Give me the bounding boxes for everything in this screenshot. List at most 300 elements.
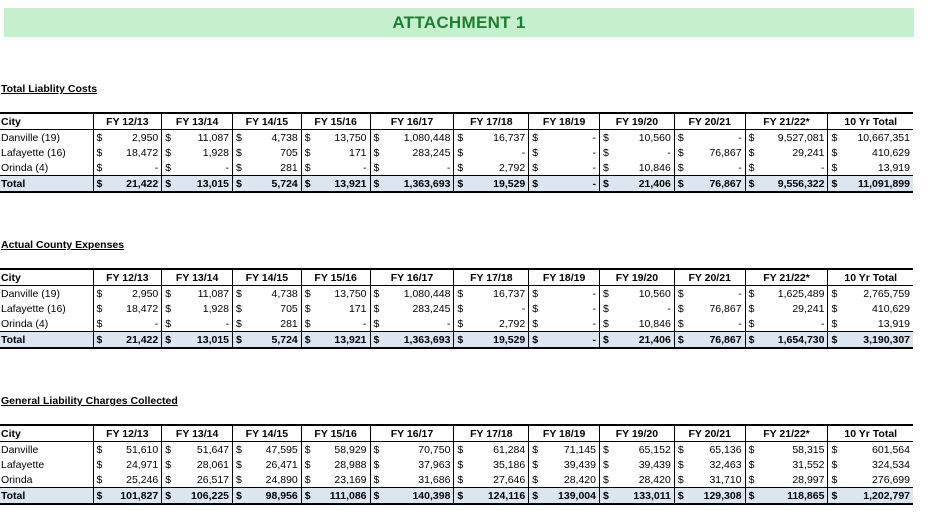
currency-symbol: $: [674, 442, 686, 458]
cell-value: 35,186: [493, 458, 526, 471]
cell-value: 1,363,693: [382, 176, 454, 193]
currency-symbol: $: [674, 160, 686, 176]
cell-value: -: [738, 287, 742, 300]
currency-symbol: $: [370, 145, 382, 160]
table-row: [0, 286, 913, 302]
currency-symbol: $: [745, 457, 757, 472]
currency-symbol: $: [162, 316, 174, 332]
row-label: Lafayette (16): [1, 146, 66, 159]
cell-value: 27,646: [493, 473, 526, 486]
column-header: FY 15/16: [301, 425, 370, 442]
currency-symbol: $: [233, 332, 245, 349]
cell-value: 1,654,730: [757, 332, 828, 349]
cell-value: 28,061: [196, 458, 230, 471]
currency-symbol: $: [529, 145, 541, 160]
section-title: Total Liablity Costs: [1, 83, 98, 95]
page-title: ATTACHMENT 1: [392, 12, 526, 32]
currency-symbol: $: [370, 316, 382, 332]
currency-symbol: $: [162, 286, 174, 302]
row-label: Orinda (4): [1, 161, 49, 174]
cell-value: 10,846: [638, 317, 671, 330]
currency-symbol: $: [529, 286, 541, 302]
cell-value: 28,988: [334, 458, 367, 471]
cell-value: 31,686: [418, 473, 451, 486]
currency-symbol: $: [93, 130, 105, 146]
currency-symbol: $: [370, 457, 382, 472]
currency-symbol: $: [162, 301, 174, 316]
currency-symbol: $: [600, 160, 612, 176]
cell-value: 410,629: [872, 146, 910, 159]
column-header: 10 Yr Total: [828, 425, 913, 442]
table-row: [0, 160, 913, 176]
currency-symbol: $: [674, 301, 686, 316]
data-table: [0, 112, 913, 193]
currency-symbol: $: [600, 130, 612, 146]
currency-symbol: $: [529, 472, 541, 488]
currency-symbol: $: [828, 130, 840, 146]
cell-value: -: [592, 317, 596, 330]
cell-value: 21,406: [612, 176, 675, 193]
currency-symbol: $: [454, 130, 466, 146]
currency-symbol: $: [93, 160, 105, 176]
cell-value: -: [592, 302, 596, 315]
currency-symbol: $: [93, 301, 105, 316]
currency-symbol: $: [674, 472, 686, 488]
column-header: FY 19/20: [600, 425, 675, 442]
currency-symbol: $: [529, 130, 541, 146]
currency-symbol: $: [828, 332, 840, 349]
currency-symbol: $: [370, 286, 382, 302]
currency-symbol: $: [600, 176, 612, 193]
cell-value: 24,890: [265, 473, 298, 486]
row-label: Total: [0, 332, 93, 349]
currency-symbol: $: [454, 301, 466, 316]
cell-value: -: [363, 161, 367, 174]
cell-value: 1,928: [202, 146, 230, 159]
cell-value: 281: [280, 317, 298, 330]
cell-value: 10,560: [638, 287, 671, 300]
currency-symbol: $: [828, 472, 840, 488]
currency-symbol: $: [600, 316, 612, 332]
cell-value: 25,246: [126, 473, 159, 486]
cell-value: 13,919: [877, 161, 910, 174]
currency-symbol: $: [745, 301, 757, 316]
currency-symbol: $: [370, 160, 382, 176]
currency-symbol: $: [454, 457, 466, 472]
cell-value: 18,472: [126, 302, 159, 315]
currency-symbol: $: [828, 286, 840, 302]
cell-value: 4,738: [271, 287, 298, 300]
cell-value: 18,472: [126, 146, 159, 159]
cell-value: -: [820, 317, 825, 330]
column-header: FY 18/19: [529, 425, 600, 442]
cell-value: 13,750: [334, 131, 367, 144]
currency-symbol: $: [745, 286, 757, 302]
column-header: FY 20/21: [674, 425, 745, 442]
cell-value: -: [154, 317, 159, 330]
currency-symbol: $: [370, 472, 382, 488]
cell-value: 1,202,797: [840, 488, 913, 505]
currency-symbol: $: [529, 176, 541, 193]
cell-value: 171: [348, 146, 367, 159]
cell-value: -: [738, 161, 742, 174]
cell-value: -: [667, 302, 671, 315]
currency-symbol: $: [233, 145, 245, 160]
currency-symbol: $: [600, 301, 612, 316]
row-label: Lafayette (16): [1, 302, 66, 315]
currency-symbol: $: [301, 316, 313, 332]
currency-symbol: $: [233, 160, 245, 176]
currency-symbol: $: [529, 301, 541, 316]
currency-symbol: $: [233, 457, 245, 472]
currency-symbol: $: [745, 176, 757, 193]
currency-symbol: $: [370, 130, 382, 146]
row-label: Total: [0, 488, 93, 505]
column-header: FY 20/21: [674, 113, 745, 130]
column-header: FY 15/16: [301, 269, 370, 286]
currency-symbol: $: [233, 472, 245, 488]
cell-value: 47,595: [265, 443, 298, 456]
cell-value: 19,529: [466, 332, 529, 349]
currency-symbol: $: [233, 130, 245, 146]
column-header-city: City: [0, 269, 93, 286]
cell-value: 23,169: [334, 473, 367, 486]
row-label: Lafayette: [1, 458, 45, 471]
currency-symbol: $: [370, 442, 382, 458]
cell-value: 2,792: [498, 317, 526, 330]
column-header: FY 17/18: [454, 269, 529, 286]
cell-value: 21,422: [105, 332, 162, 349]
currency-symbol: $: [454, 160, 466, 176]
cell-value: 129,308: [686, 488, 745, 505]
header-row: [0, 425, 913, 442]
table-row: [0, 457, 913, 472]
column-header: FY 13/14: [162, 113, 233, 130]
currency-symbol: $: [529, 488, 541, 505]
cell-value: 31,552: [792, 458, 825, 471]
cell-value: 32,463: [709, 458, 742, 471]
cell-value: 51,647: [196, 443, 230, 456]
data-table: [0, 424, 913, 505]
currency-symbol: $: [301, 145, 313, 160]
cell-value: 4,738: [271, 131, 298, 144]
cell-value: -: [592, 161, 596, 174]
currency-symbol: $: [745, 145, 757, 160]
column-header: FY 16/17: [370, 425, 454, 442]
cell-value: 28,420: [563, 473, 596, 486]
currency-symbol: $: [93, 286, 105, 302]
cell-value: 26,471: [265, 458, 298, 471]
cell-value: 2,792: [498, 161, 526, 174]
cell-value: 283,245: [412, 302, 451, 315]
currency-symbol: $: [454, 332, 466, 349]
column-header: FY 18/19: [529, 269, 600, 286]
currency-symbol: $: [600, 286, 612, 302]
currency-symbol: $: [162, 488, 174, 505]
cell-value: 133,011: [612, 488, 675, 505]
cell-value: 118,865: [757, 488, 828, 505]
currency-symbol: $: [233, 301, 245, 316]
currency-symbol: $: [233, 316, 245, 332]
currency-symbol: $: [600, 442, 612, 458]
cell-value: 13,919: [877, 317, 910, 330]
header-row: [0, 113, 913, 130]
column-header: FY 15/16: [301, 113, 370, 130]
cell-value: 101,827: [105, 488, 162, 505]
cell-value: 705: [280, 302, 298, 315]
currency-symbol: $: [301, 457, 313, 472]
currency-symbol: $: [162, 160, 174, 176]
currency-symbol: $: [674, 130, 686, 146]
currency-symbol: $: [828, 316, 840, 332]
cell-value: 29,241: [792, 146, 825, 159]
cell-value: 3,190,307: [840, 332, 913, 349]
currency-symbol: $: [162, 472, 174, 488]
currency-symbol: $: [301, 176, 313, 193]
currency-symbol: $: [600, 488, 612, 505]
cell-value: 106,225: [174, 488, 233, 505]
currency-symbol: $: [301, 472, 313, 488]
table-row: [0, 316, 913, 332]
currency-symbol: $: [828, 457, 840, 472]
cell-value: 10,560: [638, 131, 671, 144]
currency-symbol: $: [745, 160, 757, 176]
cell-value: 58,315: [792, 443, 825, 456]
cell-value: 31,710: [709, 473, 742, 486]
currency-symbol: $: [301, 332, 313, 349]
currency-symbol: $: [162, 457, 174, 472]
column-header: FY 19/20: [600, 269, 675, 286]
currency-symbol: $: [745, 472, 757, 488]
column-header-city: City: [0, 113, 93, 130]
cell-value: 98,956: [245, 488, 302, 505]
cell-value: 76,867: [686, 176, 745, 193]
currency-symbol: $: [529, 316, 541, 332]
total-row: [0, 332, 913, 349]
column-header: FY 21/22*: [745, 113, 828, 130]
column-header: FY 19/20: [600, 113, 675, 130]
currency-symbol: $: [93, 472, 105, 488]
cell-value: -: [592, 131, 596, 144]
cell-value: -: [592, 146, 596, 159]
cell-value: 70,750: [418, 443, 451, 456]
currency-symbol: $: [454, 442, 466, 458]
cell-value: 1,928: [202, 302, 230, 315]
currency-symbol: $: [745, 316, 757, 332]
cell-value: 76,867: [709, 302, 742, 315]
currency-symbol: $: [745, 130, 757, 146]
currency-symbol: $: [674, 457, 686, 472]
cell-value: 26,517: [196, 473, 230, 486]
column-header: FY 12/13: [93, 269, 162, 286]
currency-symbol: $: [93, 442, 105, 458]
currency-symbol: $: [674, 488, 686, 505]
currency-symbol: $: [454, 488, 466, 505]
cell-value: 2,765,759: [863, 287, 910, 300]
currency-symbol: $: [370, 332, 382, 349]
currency-symbol: $: [828, 442, 840, 458]
column-header: FY 20/21: [674, 269, 745, 286]
column-header: FY 13/14: [162, 425, 233, 442]
cell-value: 13,921: [313, 176, 370, 193]
currency-symbol: $: [454, 286, 466, 302]
cell-value: 139,004: [541, 488, 600, 505]
currency-symbol: $: [674, 332, 686, 349]
cell-value: 171: [348, 302, 367, 315]
currency-symbol: $: [301, 130, 313, 146]
cell-value: 65,136: [709, 443, 742, 456]
cell-value: 281: [280, 161, 298, 174]
cell-value: 5,724: [245, 332, 302, 349]
currency-symbol: $: [301, 301, 313, 316]
currency-symbol: $: [828, 160, 840, 176]
section-title: General Liability Charges Collected: [1, 395, 178, 407]
cell-value: 140,398: [382, 488, 454, 505]
currency-symbol: $: [454, 472, 466, 488]
currency-symbol: $: [529, 332, 541, 349]
table-row: [0, 301, 913, 316]
table-row: [0, 145, 913, 160]
cell-value: 39,439: [638, 458, 671, 471]
cell-value: -: [446, 317, 451, 330]
row-label: Danville (19): [1, 287, 60, 300]
column-header: FY 21/22*: [745, 425, 828, 442]
cell-value: 13,015: [174, 332, 233, 349]
cell-value: 124,116: [466, 488, 529, 505]
cell-value: -: [738, 131, 742, 144]
currency-symbol: $: [674, 145, 686, 160]
column-header: 10 Yr Total: [828, 113, 913, 130]
currency-symbol: $: [745, 488, 757, 505]
cell-value: 1,080,448: [403, 287, 451, 300]
currency-symbol: $: [301, 442, 313, 458]
cell-value: 28,420: [638, 473, 671, 486]
table-row: [0, 472, 913, 488]
cell-value: 51,610: [126, 443, 159, 456]
cell-value: 283,245: [412, 146, 451, 159]
currency-symbol: $: [93, 457, 105, 472]
cell-value: -: [446, 161, 451, 174]
currency-symbol: $: [828, 176, 840, 193]
cell-value: -: [541, 332, 600, 349]
cell-value: 71,145: [563, 443, 596, 456]
currency-symbol: $: [600, 457, 612, 472]
cell-value: 21,406: [612, 332, 675, 349]
currency-symbol: $: [370, 488, 382, 505]
cell-value: -: [820, 161, 825, 174]
column-header: FY 14/15: [233, 425, 302, 442]
cell-value: 276,699: [872, 473, 910, 486]
cell-value: 13,015: [174, 176, 233, 193]
cell-value: 65,152: [638, 443, 671, 456]
currency-symbol: $: [93, 332, 105, 349]
row-label: Orinda (4): [1, 317, 49, 330]
column-header: FY 16/17: [370, 113, 454, 130]
cell-value: 29,241: [792, 302, 825, 315]
cell-value: 11,087: [197, 287, 230, 300]
row-label: Orinda: [1, 473, 33, 486]
cell-value: -: [363, 317, 367, 330]
table-row: [0, 442, 913, 458]
cell-value: -: [541, 176, 600, 193]
attachment-banner: [4, 8, 914, 37]
currency-symbol: $: [162, 145, 174, 160]
currency-symbol: $: [529, 160, 541, 176]
cell-value: 13,921: [313, 332, 370, 349]
cell-value: 410,629: [872, 302, 910, 315]
currency-symbol: $: [93, 176, 105, 193]
cell-value: 2,950: [131, 131, 159, 144]
cell-value: 111,086: [313, 488, 370, 505]
cell-value: 13,750: [334, 287, 367, 300]
currency-symbol: $: [745, 332, 757, 349]
cell-value: 24,971: [126, 458, 159, 471]
currency-symbol: $: [162, 442, 174, 458]
cell-value: 37,963: [418, 458, 451, 471]
currency-symbol: $: [370, 176, 382, 193]
cell-value: 16,737: [493, 131, 526, 144]
currency-symbol: $: [301, 286, 313, 302]
cell-value: -: [225, 317, 230, 330]
currency-symbol: $: [93, 145, 105, 160]
column-header-city: City: [0, 425, 93, 442]
data-table: [0, 268, 913, 349]
cell-value: 10,846: [638, 161, 671, 174]
cell-value: 1,080,448: [403, 131, 451, 144]
currency-symbol: $: [162, 130, 174, 146]
currency-symbol: $: [529, 457, 541, 472]
cell-value: -: [521, 302, 526, 315]
cell-value: 324,534: [872, 458, 910, 471]
cell-value: 21,422: [105, 176, 162, 193]
currency-symbol: $: [529, 442, 541, 458]
cell-value: -: [521, 146, 526, 159]
cell-value: -: [667, 146, 671, 159]
column-header: FY 14/15: [233, 269, 302, 286]
currency-symbol: $: [301, 160, 313, 176]
cell-value: 28,997: [792, 473, 825, 486]
column-header: 10 Yr Total: [828, 269, 913, 286]
cell-value: -: [225, 161, 230, 174]
cell-value: -: [154, 161, 159, 174]
cell-value: 5,724: [245, 176, 302, 193]
currency-symbol: $: [828, 145, 840, 160]
cell-value: 2,950: [131, 287, 159, 300]
currency-symbol: $: [370, 301, 382, 316]
cell-value: 76,867: [709, 146, 742, 159]
currency-symbol: $: [674, 316, 686, 332]
currency-symbol: $: [828, 488, 840, 505]
currency-symbol: $: [233, 488, 245, 505]
currency-symbol: $: [674, 286, 686, 302]
cell-value: 10,667,351: [857, 131, 910, 144]
column-header: FY 12/13: [93, 425, 162, 442]
column-header: FY 17/18: [454, 113, 529, 130]
header-row: [0, 269, 913, 286]
cell-value: 1,363,693: [382, 332, 454, 349]
currency-symbol: $: [301, 488, 313, 505]
currency-symbol: $: [454, 316, 466, 332]
total-row: [0, 176, 913, 193]
currency-symbol: $: [454, 176, 466, 193]
total-row: [0, 488, 913, 505]
cell-value: 76,867: [686, 332, 745, 349]
column-header: FY 13/14: [162, 269, 233, 286]
currency-symbol: $: [233, 176, 245, 193]
cell-value: 705: [280, 146, 298, 159]
currency-symbol: $: [162, 332, 174, 349]
currency-symbol: $: [828, 301, 840, 316]
